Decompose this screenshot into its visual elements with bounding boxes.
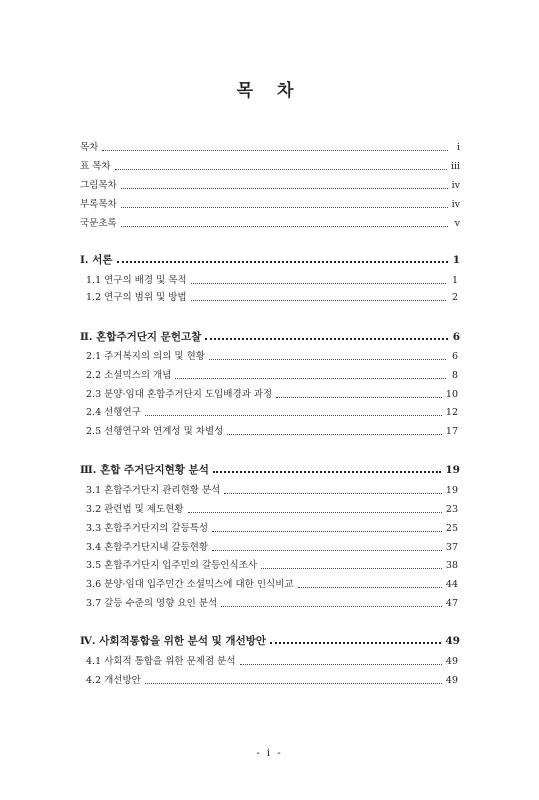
- section-page: 12: [445, 407, 458, 418]
- section-label: 3.6 분양·임대 입주민간 소셜믹스에 대한 인식비교: [86, 579, 294, 590]
- entry-page: ⅴ: [454, 218, 460, 229]
- toc-entry-front[interactable]: [80, 198, 460, 212]
- section-label: 3.4 혼합주거단지내 갈등현황: [86, 542, 209, 553]
- toc-entry-front[interactable]: [80, 217, 460, 231]
- toc-section[interactable]: [86, 425, 458, 439]
- toc-section[interactable]: [86, 484, 458, 498]
- section-label: 3.3 혼합주거단지의 갈등특성: [86, 523, 209, 534]
- section-page: 2: [451, 292, 458, 303]
- section-label: 1.1 연구의 배경 및 목적: [86, 275, 187, 286]
- toc-entry-front[interactable]: [80, 160, 460, 174]
- section-page: 8: [451, 370, 458, 381]
- section-label: 2.4 선행연구: [86, 407, 141, 418]
- dot-leader: [209, 359, 446, 360]
- dot-leader: [270, 642, 441, 644]
- chapter-label: Ⅳ. 사회적통합을 위한 분석 및 개선방안: [80, 635, 266, 647]
- section-page: 49: [445, 656, 458, 667]
- section-label: 3.1 혼합주거단지 관리현황 분석: [86, 485, 221, 496]
- toc-section[interactable]: [86, 655, 458, 669]
- dot-leader: [276, 397, 442, 398]
- toc-section[interactable]: [86, 559, 458, 573]
- dot-leader: [191, 283, 446, 284]
- toc-section[interactable]: [86, 503, 458, 517]
- section-page: 49: [445, 675, 458, 686]
- entry-page: ⅳ: [451, 180, 460, 191]
- chapter-page: 6: [452, 331, 460, 343]
- dot-leader: [121, 188, 448, 189]
- toc-section[interactable]: [86, 274, 458, 288]
- section-label: 3.7 갈등 수준의 영향 요인 분석: [86, 598, 218, 609]
- dot-leader: [102, 150, 448, 151]
- dot-leader: [212, 531, 442, 532]
- section-page: 6: [451, 351, 458, 362]
- dot-leader: [240, 664, 442, 665]
- dot-leader: [224, 493, 442, 494]
- page-number-footer: - i -: [256, 748, 283, 759]
- section-label: 2.1 주거복지의 의의 및 현황: [86, 351, 205, 362]
- dot-leader: [261, 568, 442, 569]
- chapter-page: 1: [452, 254, 460, 266]
- dot-leader: [121, 226, 448, 227]
- entry-label: 부록목차: [80, 199, 117, 210]
- toc-section[interactable]: [86, 597, 458, 611]
- toc-section[interactable]: [86, 541, 458, 555]
- toc-chapter[interactable]: [80, 329, 460, 345]
- chapter-page: 49: [445, 635, 460, 647]
- dot-leader: [175, 378, 446, 379]
- dot-leader: [205, 338, 448, 340]
- dot-leader: [115, 169, 447, 170]
- dot-leader: [191, 300, 446, 301]
- toc-chapter[interactable]: [80, 633, 460, 649]
- entry-label: 목차: [80, 142, 99, 153]
- toc-section[interactable]: [86, 522, 458, 536]
- toc-section[interactable]: [86, 406, 458, 420]
- dot-leader: [188, 512, 442, 513]
- chapter-label: Ⅲ. 혼합 주거단지현황 분석: [80, 464, 209, 476]
- dot-leader: [121, 207, 448, 208]
- section-page: 19: [445, 485, 458, 496]
- entry-page: i: [456, 142, 460, 153]
- section-page: 47: [445, 598, 458, 609]
- section-label: 3.5 혼합주거단지 입주민의 갈등인식조사: [86, 560, 257, 571]
- chapter-page: 19: [445, 464, 460, 476]
- toc-section[interactable]: [86, 291, 458, 305]
- section-page: 23: [445, 504, 458, 515]
- chapter-label: Ⅰ. 서론: [80, 254, 113, 266]
- entry-label: 그림목차: [80, 180, 117, 191]
- dot-leader: [221, 606, 442, 607]
- toc-chapter[interactable]: [80, 252, 460, 268]
- section-label: 4.2 개선방안: [86, 675, 141, 686]
- section-label: 4.1 사회적 통합을 위한 문제점 분석: [86, 656, 236, 667]
- entry-label: 표 목차: [80, 161, 111, 172]
- entry-page: ⅳ: [451, 199, 460, 210]
- section-label: 1.2 연구의 범위 및 방법: [86, 292, 187, 303]
- toc-section[interactable]: [86, 674, 458, 688]
- dot-leader: [227, 434, 442, 435]
- toc-entry-front[interactable]: [80, 179, 460, 193]
- section-label: 2.2 소셜믹스의 개념: [86, 370, 172, 381]
- toc-section[interactable]: [86, 369, 458, 383]
- section-page: 44: [445, 579, 458, 590]
- toc-section[interactable]: [86, 350, 458, 364]
- section-page: 17: [445, 426, 458, 437]
- page-title: 목 차: [236, 81, 303, 101]
- dot-leader: [145, 415, 442, 416]
- section-label: 2.5 선행연구와 연계성 및 차별성: [86, 426, 224, 437]
- section-page: 37: [445, 542, 458, 553]
- section-page: 25: [445, 523, 458, 534]
- dot-leader: [298, 587, 442, 588]
- dot-leader: [145, 683, 442, 684]
- section-label: 3.2 관련법 및 제도현황: [86, 504, 184, 515]
- toc-section[interactable]: [86, 578, 458, 592]
- section-page: 10: [445, 389, 458, 400]
- dot-leader: [212, 550, 442, 551]
- toc-chapter[interactable]: [80, 462, 460, 478]
- toc-section[interactable]: [86, 388, 458, 402]
- dot-leader: [117, 261, 448, 263]
- dot-leader: [213, 471, 442, 473]
- toc-entry-front[interactable]: [80, 141, 460, 155]
- entry-label: 국문초록: [80, 218, 117, 229]
- section-page: 38: [445, 560, 458, 571]
- chapter-label: Ⅱ. 혼합주거단지 문헌고찰: [80, 331, 202, 343]
- section-label: 2.3 분양·임대 혼합주거단지 도입배경과 과정: [86, 389, 273, 400]
- section-page: 1: [451, 275, 458, 286]
- entry-page: iii: [450, 161, 460, 172]
